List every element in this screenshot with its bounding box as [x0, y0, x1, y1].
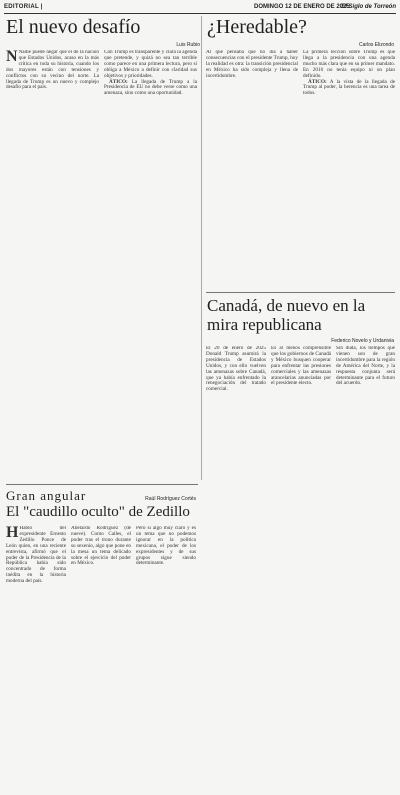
article-3-text-1: El 20 de enero de 2025 Donald Trump asumirá la presidencia de Estados Unidos, y con ello vuelven las amenazas sobre Canadá, que ya había enfrentado la renegociación del tratado comercial.	[206, 346, 266, 393]
header-rule	[4, 13, 396, 14]
drop-cap: N	[6, 50, 18, 65]
article-3-column-2	[271, 346, 331, 786]
article-3-column-1	[206, 346, 266, 786]
issue-date: DOMINGO 12 DE ENERO DE 2025	[254, 4, 350, 10]
column-section-title: Gran angular	[6, 488, 87, 503]
article-4-column-1	[6, 526, 66, 788]
article-3-rule	[206, 292, 395, 293]
article-1-atic-label: ÁTICO:	[109, 78, 128, 85]
article-1-column-1	[6, 50, 99, 482]
article-4-column-2	[71, 526, 131, 788]
page-header	[4, 2, 396, 12]
article-2-text-2: La primera lección sobre Trump es que llega a la presidencia con una agenda mucho más clara que en su primer mandato. En 2016 no tenía equipo ni un plan definido.	[303, 50, 395, 79]
article-1-text-2: Con Trump es transparente y clara la agenda que pretende, y quizá no sea tan terrible como parece en una primera lectura, pero sí obliga a México a definir con claridad sus objetivos y prioridades.	[104, 50, 197, 79]
article-4-column-3	[136, 526, 196, 788]
article-3-author: Federico Novelo y Urdanivia	[331, 338, 394, 344]
article-2-title: ¿Heredable?	[207, 16, 307, 38]
article-2-column-1	[206, 50, 298, 290]
drop-cap: H	[6, 526, 19, 541]
article-2-column-2	[303, 50, 395, 290]
article-1-atic-text: La llegada de Trump a la Presidencia de EU no debe verse como una amenaza, sino como una oportunidad.	[104, 78, 197, 97]
article-2-author: Carlos Elizondo	[358, 42, 394, 48]
article-3-column-3	[336, 346, 395, 786]
article-2-text-1: Al que pensaba que no iba a haber consecuencias con el presidente Trump, hoy la realidad es otra: la transición presidencial en México ha sido compleja y llena de incertidumbre.	[206, 50, 298, 79]
article-3-text-3: Sin duda, los tiempos que vienen son de gran incertidumbre para la región de América del Norte, y la respuesta conjunta será determinante para el futuro del acuerdo.	[336, 346, 395, 387]
article-4-title: El "caudillo oculto" de Zedillo	[6, 504, 190, 520]
article-4-text-3: Pero sí algo muy claro y es un tema que no podemos ignorar en la política mexicana, el poder de los expresidentes y de sus grupos sigue siendo determinante.	[136, 526, 196, 567]
article-4-rule	[6, 484, 198, 485]
column-divider	[201, 16, 202, 480]
article-2-atic-text: A la vista de la llegada de Trump al poder, la herencia es una tarea de todos.	[303, 78, 395, 97]
article-4-text-1: Hablo del expresidente Ernesto Zedillo Ponce de León quien, en una reciente entrevista, afirmó que el poder de la Presidencia de la República había sido concentrado de forma inédita en la historia moderna del país.	[6, 526, 66, 585]
article-3-text-2: Es al menos comprensible que los gobiernos de Canadá y México busquen cooperar para enfrentar las presiones comerciales y las amenazas arancelarias anunciadas por el presidente electo.	[271, 346, 331, 387]
article-3-title: Canadá, de nuevo en la mira republicana	[207, 296, 366, 334]
article-4-text-2: Abelardo Rodríguez (de nueve). Como Calles, el poder tras el trono durante su sexenio, algo que pone en la mesa un tema delicado sobre el ejercicio del poder en México.	[71, 526, 131, 567]
article-2-atic-label: ÁTICO:	[308, 78, 327, 85]
newspaper-logo: El Siglo de Torreón	[341, 4, 396, 10]
article-1-title: El nuevo desafío	[6, 16, 141, 38]
article-1-author: Luis Rubio	[176, 42, 200, 48]
article-4-author: Raúl Rodríguez Cortés	[145, 496, 196, 502]
section-label: EDITORIAL |	[4, 4, 43, 10]
article-1-text-1: Nadie puede negar que el de la nación que Estados Unidos, acaso en la más crítica en toda su historia, cuando los dos mayores están con tensiones y conflictos con su vecino del norte. La llegada de Trump es un nuevo y complejo desafío para el país.	[6, 50, 99, 91]
article-1-column-2	[104, 50, 197, 482]
